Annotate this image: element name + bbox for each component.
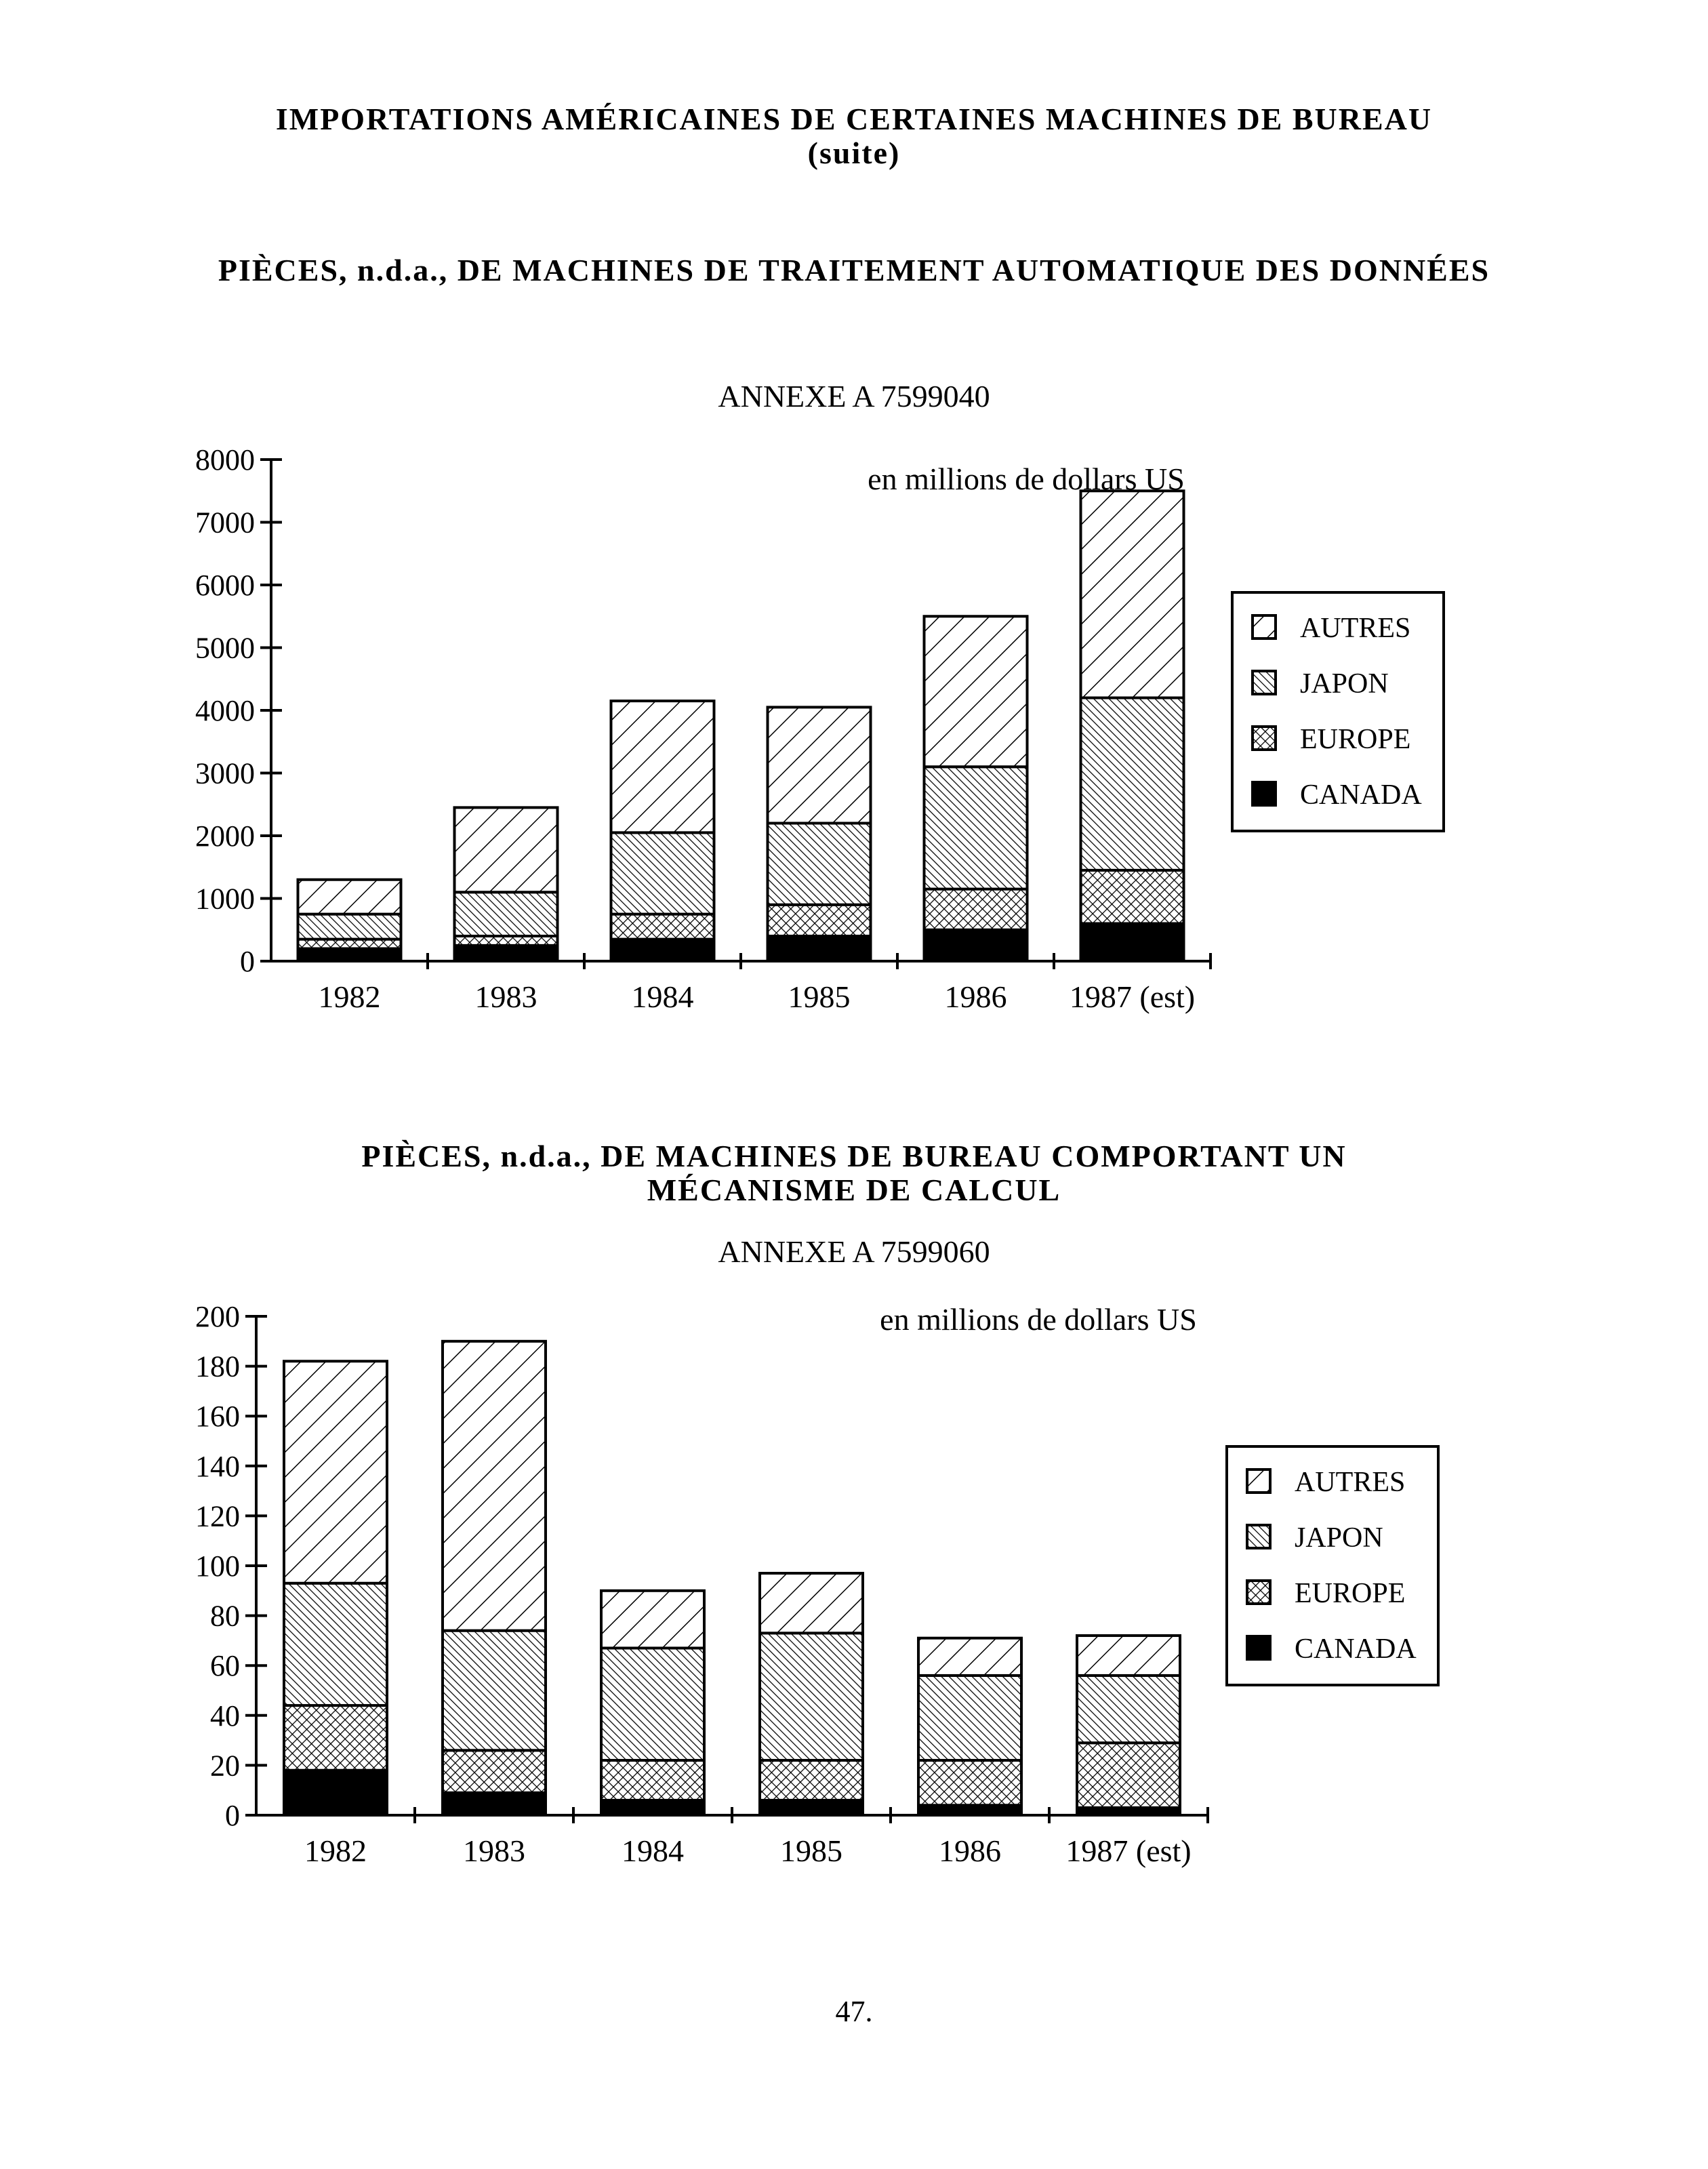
bar-autres	[443, 1341, 546, 1631]
x-tick-label: 1986	[944, 979, 1007, 1014]
y-tick-label: 120	[195, 1499, 240, 1533]
bar-japon	[1081, 698, 1184, 870]
bar-europe	[284, 1705, 387, 1770]
unit-note: en millions de dollars US	[880, 1302, 1197, 1337]
bar-canada	[924, 930, 1028, 961]
unit-note: en millions de dollars US	[868, 462, 1185, 496]
x-tick-label: 1982	[318, 979, 381, 1014]
y-tick-label: 6000	[195, 569, 255, 602]
bar-europe	[1081, 870, 1184, 924]
y-tick-label: 180	[195, 1350, 240, 1383]
bar-autres	[1077, 1636, 1180, 1676]
legend-swatch-europe	[1247, 1581, 1270, 1604]
page-title: IMPORTATIONS AMÉRICAINES DE CERTAINES MACHINES DE BUREAU	[275, 102, 1433, 136]
bar-canada	[768, 936, 871, 961]
bar-europe	[924, 889, 1028, 930]
y-tick-label: 100	[195, 1549, 240, 1583]
legend-label-canada: CANADA	[1300, 779, 1422, 811]
bar-japon	[284, 1583, 387, 1705]
x-tick-label: 1985	[780, 1833, 842, 1868]
bar-europe	[760, 1760, 863, 1800]
legend-label-europe: EUROPE	[1300, 724, 1411, 755]
bar-japon	[924, 767, 1028, 889]
bar-autres	[760, 1573, 863, 1633]
y-tick-label: 2000	[195, 819, 255, 853]
bar-europe	[443, 1750, 546, 1793]
bar-autres	[924, 616, 1028, 767]
bar-autres	[768, 707, 871, 823]
legend-swatch-japon	[1247, 1525, 1270, 1548]
y-tick-label: 0	[225, 1799, 240, 1832]
bar-japon	[918, 1676, 1021, 1760]
bar-autres	[284, 1361, 387, 1583]
bar-canada	[284, 1770, 387, 1815]
bar-canada	[1081, 924, 1184, 962]
x-tick-label: 1983	[463, 1833, 525, 1868]
legend-label-canada: CANADA	[1295, 1634, 1417, 1665]
bar-europe	[601, 1760, 704, 1800]
x-tick-label: 1987 (est)	[1065, 1833, 1192, 1868]
section-1-annex: ANNEXE A 7599040	[718, 379, 990, 413]
bar-europe	[768, 905, 871, 936]
bar-europe	[1077, 1743, 1180, 1808]
x-tick-label: 1986	[939, 1833, 1001, 1868]
x-tick-label: 1983	[474, 979, 537, 1014]
y-tick-label: 0	[240, 945, 255, 978]
bar-canada	[455, 946, 558, 961]
y-tick-label: 5000	[195, 631, 255, 665]
section-2-heading-line1: PIÈCES, n.d.a., DE MACHINES DE BUREAU COMPORTANT UN	[361, 1139, 1347, 1173]
legend-swatch-autres	[1247, 1469, 1270, 1493]
bar-autres	[1081, 491, 1184, 697]
bar-autres	[601, 1591, 704, 1648]
bar-autres	[918, 1638, 1021, 1676]
legend-swatch-europe	[1253, 727, 1276, 750]
page-title-cont: (suite)	[807, 136, 901, 170]
bar-autres	[455, 807, 558, 892]
bar-japon	[768, 824, 871, 905]
bar-japon	[455, 892, 558, 936]
bar-japon	[443, 1631, 546, 1751]
bar-europe	[455, 936, 558, 946]
legend-swatch-canada	[1253, 782, 1276, 805]
y-tick-label: 3000	[195, 756, 255, 790]
bar-japon	[601, 1648, 704, 1760]
bar-japon	[611, 832, 714, 914]
bar-canada	[611, 939, 714, 961]
legend-label-japon: JAPON	[1300, 668, 1389, 700]
x-tick-label: 1982	[304, 1833, 367, 1868]
legend-swatch-autres	[1253, 615, 1276, 638]
bar-japon	[760, 1633, 863, 1760]
y-tick-label: 8000	[195, 443, 255, 477]
y-tick-label: 4000	[195, 694, 255, 727]
bar-canada	[443, 1793, 546, 1815]
bar-japon	[298, 914, 401, 939]
bar-canada	[760, 1800, 863, 1815]
y-tick-label: 40	[210, 1699, 240, 1732]
y-tick-label: 20	[210, 1749, 240, 1783]
x-tick-label: 1984	[622, 1833, 684, 1868]
legend-label-autres: AUTRES	[1300, 613, 1411, 644]
y-tick-label: 80	[210, 1599, 240, 1633]
section-2-heading-line2: MÉCANISME DE CALCUL	[647, 1173, 1061, 1207]
bar-canada	[298, 949, 401, 962]
x-tick-label: 1984	[631, 979, 694, 1014]
x-tick-label: 1985	[788, 979, 851, 1014]
bar-europe	[298, 939, 401, 949]
y-tick-label: 160	[195, 1400, 240, 1434]
legend-label-europe: EUROPE	[1295, 1578, 1406, 1609]
page-number: 47.	[835, 1995, 873, 2028]
section-1-heading: PIÈCES, n.d.a., DE MACHINES DE TRAITEMENT AUTOMATIQUE DES DONNÉES	[218, 253, 1490, 287]
chart-7599060	[0, 1288, 1708, 1884]
y-tick-label: 200	[195, 1300, 240, 1333]
bar-europe	[918, 1760, 1021, 1805]
legend-swatch-japon	[1253, 671, 1276, 694]
chart-7599040	[0, 434, 1708, 1030]
bar-autres	[611, 701, 714, 832]
legend-label-japon: JAPON	[1295, 1522, 1383, 1554]
section-2-annex: ANNEXE A 7599060	[718, 1234, 990, 1269]
bar-canada	[601, 1800, 704, 1815]
y-tick-label: 1000	[195, 882, 255, 916]
y-tick-label: 140	[195, 1449, 240, 1483]
y-tick-label: 7000	[195, 506, 255, 540]
bar-japon	[1077, 1676, 1180, 1743]
bar-canada	[918, 1805, 1021, 1815]
y-tick-label: 60	[210, 1649, 240, 1683]
x-tick-label: 1987 (est)	[1069, 979, 1196, 1014]
legend-swatch-canada	[1247, 1636, 1270, 1659]
legend-label-autres: AUTRES	[1295, 1467, 1406, 1498]
bar-autres	[298, 880, 401, 914]
bar-europe	[611, 914, 714, 939]
